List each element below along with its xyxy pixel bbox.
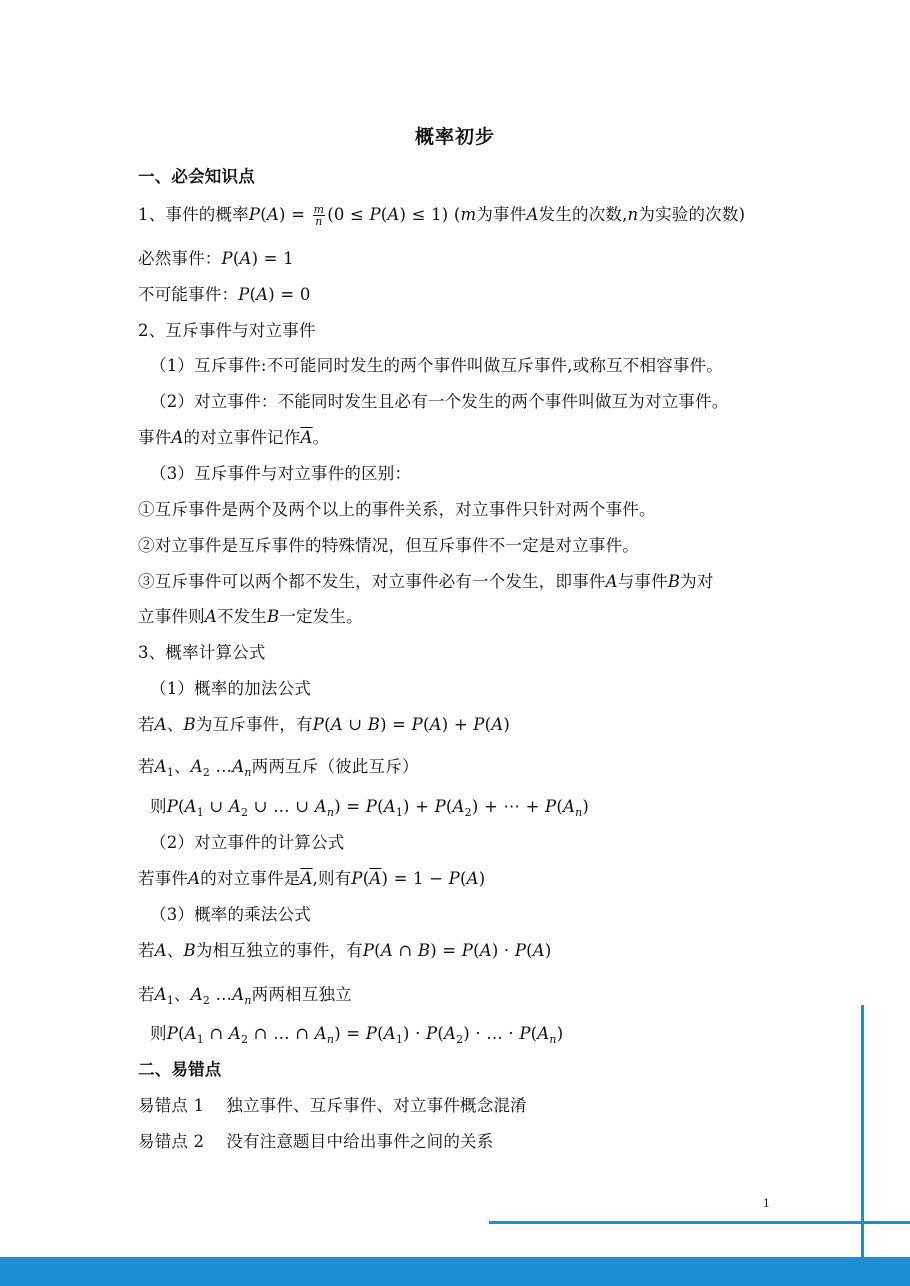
footer-band: [0, 1257, 910, 1286]
multiplication-rule-heading: （3）概率的乘法公式: [150, 905, 311, 924]
impossible-event-line: 不可能事件：P(A) = 0: [138, 285, 311, 304]
difference-heading: （3）互斥事件与对立事件的区别：: [150, 464, 412, 483]
section-heading-must-know: 一、必会知识点: [138, 167, 255, 186]
addition-rule-formula: 若A、B为互斥事件，有P(A ∪ B) = P(A) + P(A): [138, 715, 511, 734]
multiplication-rule-formula: 若A、B为相互独立的事件，有P(A ∩ B) = P(A) · P(A): [138, 941, 552, 960]
footer-horizontal-rule: [489, 1221, 910, 1224]
difference-point-1: ①互斥事件是两个及两个以上的事件关系，对立事件只针对两个事件。: [138, 500, 656, 519]
footer-vertical-rule: [861, 1005, 864, 1257]
fraction-m-over-n: $\frac{m}{n}$: [313, 203, 325, 228]
page-title: 概率初步: [414, 126, 495, 148]
complement-rule-formula: 若事件A的对立事件是$\overline{A}$,则有$P(\overline{A}) = 1 - P(A)$: [138, 869, 486, 888]
difference-point-3-cont: 立事件则A不发生B一定发生。: [138, 607, 363, 626]
addition-rule-heading: （1）概率的加法公式: [150, 679, 311, 698]
certain-event-line: 必然事件：P(A) = 1: [138, 249, 294, 268]
complementary-definition: （2）对立事件：不能同时发生且必有一个发生的两个事件叫做互为对立事件。: [150, 392, 729, 411]
section-heading-common-mistakes: 二、易错点: [138, 1060, 222, 1079]
subheading-formulas: 3、概率计算公式: [138, 643, 266, 662]
formula-probability-definition: 1、事件的概率P(A) = $\frac{m}{n}$ (0 ≤ P(A) ≤ 1) (m为事件A发生的次数,n为实验的次数): [138, 203, 746, 228]
complement-rule-heading: （2）对立事件的计算公式: [150, 833, 345, 852]
general-multiplication-formula: 则$P(A_1$ ∩ $A_2$ ∩ … ∩ $A_n) = P(A_1) \cdot P(A_2)$ · … · $P(A_n)$: [150, 1024, 564, 1046]
page-number: 1: [763, 1195, 770, 1210]
mistake-item-2: 易错点 2 没有注意题目中给出事件之间的关系: [138, 1132, 494, 1151]
difference-point-2: ②对立事件是互斥事件的特殊情况，但互斥事件不一定是对立事件。: [138, 536, 639, 555]
pairwise-independent-line: 若$A_1$、$A_2$ $\dots A_n$两两相互独立: [138, 985, 352, 1007]
subheading-mutually-exclusive: 2、互斥事件与对立事件: [138, 321, 316, 340]
difference-point-3: ③互斥事件可以两个都不发生，对立事件必有一个发生，即事件A与事件B为对: [138, 572, 714, 591]
complement-notation-line: 事件A的对立事件记作$\overline{A}$。: [138, 428, 330, 447]
pairwise-exclusive-line: 若$A_1$、$A_2$ $\dots A_n$两两互斥（彼此互斥）: [138, 757, 419, 779]
general-addition-formula: 则$P(A_1$ ∪ $A_2$ ∪ … ∪ $A_n) = P(A_1) + P(A_2)$ + ⋯ + $P(A_n)$: [150, 797, 590, 819]
mutually-exclusive-definition: （1）互斥事件:不可能同时发生的两个事件叫做互斥事件,或称互不相容事件。: [150, 356, 724, 375]
mistake-item-1: 易错点 1 独立事件、互斥事件、对立事件概念混淆: [138, 1096, 527, 1115]
